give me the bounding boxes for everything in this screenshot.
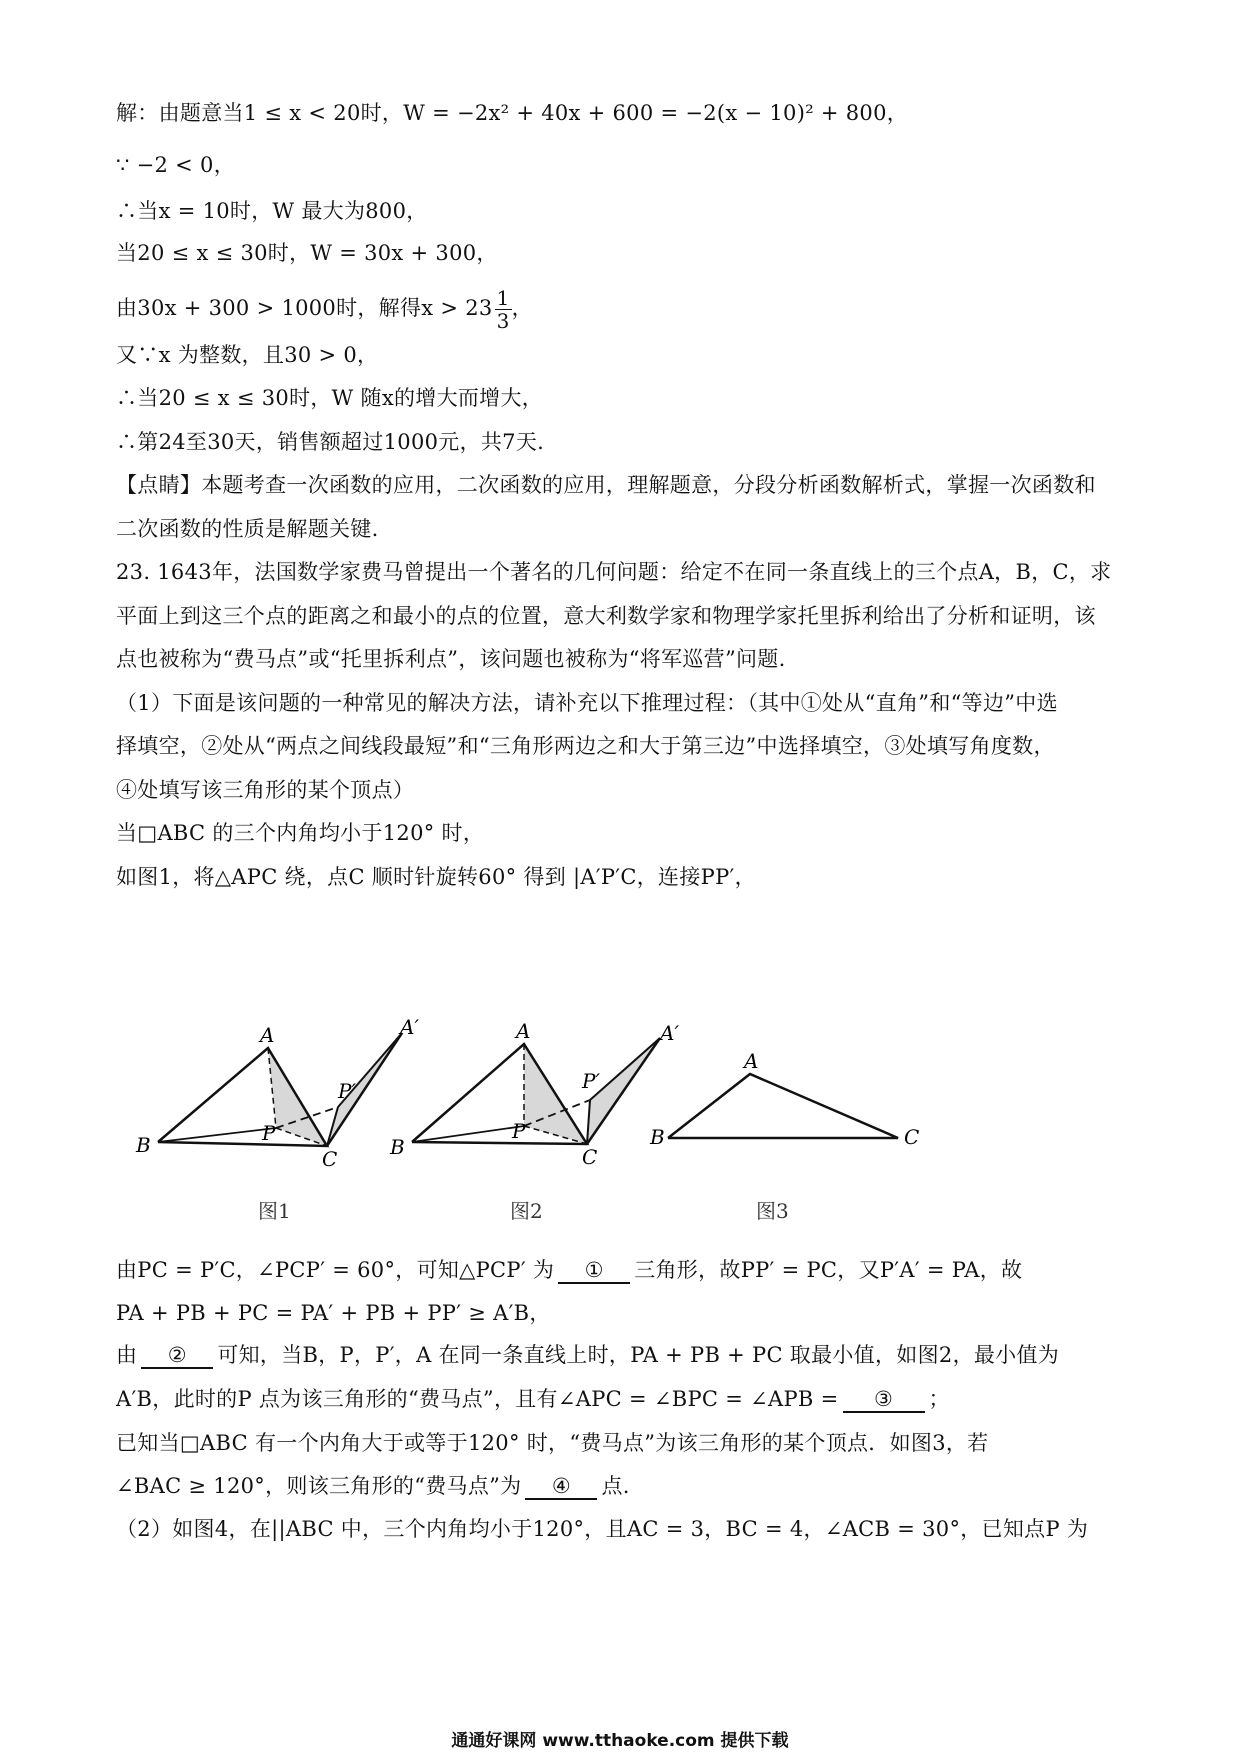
text-line: 如图1，将△APC 绕，点C 顺时针旋转60° 得到 |A′P′C，连接PP′，	[116, 865, 756, 889]
label-b: B	[390, 1135, 405, 1159]
text-segment: 由	[116, 1343, 138, 1367]
text-line: 择填空，②处从“两点之间线段最短”和“三角形两边之和大于第三边”中选择填空，③处填写角度数，	[116, 734, 1055, 758]
label-p: P	[512, 1119, 526, 1143]
answer-blank-4: ④	[525, 1474, 597, 1500]
text-line: 当□ABC 的三个内角均小于120° 时，	[116, 821, 485, 845]
fraction-numerator: 1	[496, 286, 510, 310]
text-segment: 点.	[601, 1474, 630, 1498]
label-a: A	[516, 1019, 531, 1043]
text-line: ∴当20 ≤ x ≤ 30时，W 随x的增大而增大，	[116, 386, 544, 410]
text-line: 已知当□ABC 有一个内角大于或等于120° 时，“费马点”为该三角形的某个顶点．如图3，若	[116, 1431, 989, 1455]
text-line: ④处填写该三角形的某个顶点）	[116, 778, 415, 802]
text-line: （1）下面是该问题的一种常见的解决方法，请补充以下推理过程：（其中①处从“直角”和“等边”中选	[116, 691, 1058, 715]
geometry-figures	[120, 1012, 1120, 1232]
text-line: 【点睛】本题考查一次函数的应用，二次函数的应用，理解题意，分段分析函数解析式，掌握一次函数和	[116, 473, 1096, 497]
text-line: PA + PB + PC = PA′ + PB + PP′ ≥ A′B，	[116, 1301, 551, 1325]
text-line: ∵ −2 < 0，	[116, 153, 235, 177]
text-line: 23. 1643年，法国数学家费马曾提出一个著名的几何问题：给定不在同一条直线上的三个点A，B，C，求	[116, 560, 1112, 584]
label-p-prime: P′	[338, 1079, 356, 1103]
label-c: C	[322, 1147, 338, 1171]
text-line: 二次函数的性质是解题关键.	[116, 517, 379, 541]
fraction-denominator: 3	[496, 309, 510, 333]
text-line: （2）如图4，在||ABC 中，三个内角均小于120°，且AC = 3，BC = 4，∠ACB = 30°，已知点P 为	[116, 1517, 1089, 1541]
label-a-prime: A′	[660, 1021, 679, 1045]
label-a: A	[744, 1049, 759, 1073]
text-line	[116, 1340, 1059, 1370]
text-line: 解：由题意当1 ≤ x < 20时，W = −2x² + 40x + 600 = −2(x − 10)² + 800，	[116, 101, 909, 125]
figure-caption: 图2	[510, 1199, 543, 1223]
footer-source: 通通好课网 www.tthaoke.com 提供下载	[451, 1731, 789, 1751]
text-segment: ∠BAC ≥ 120°，则该三角形的“费马点”为	[116, 1474, 522, 1498]
figure-caption: 图3	[756, 1199, 789, 1223]
text-segment: 由PC = P′C，∠PCP′ = 60°，可知△PCP′ 为	[116, 1258, 555, 1282]
label-b: B	[650, 1125, 665, 1149]
text-line	[116, 1471, 630, 1501]
answer-blank-3: ③	[843, 1387, 925, 1413]
text-line: 平面上到这三个点的距离之和最小的点的位置，意大利数学家和物理学家托里拆利给出了分析和证明，该	[116, 604, 1096, 628]
text-segment: 由30x + 300 > 1000时，解得x > 23	[116, 296, 493, 320]
label-p: P	[262, 1121, 276, 1145]
label-b: B	[136, 1133, 151, 1157]
text-segment: ；	[928, 1387, 950, 1411]
text-line: 点也被称为“费马点”或“托里拆利点”，该问题也被称为“将军巡营”问题.	[116, 647, 786, 671]
figure-caption: 图1	[258, 1199, 291, 1223]
text-segment: 三角形，故PP′ = PC，又P′A′ = PA，故	[634, 1258, 1023, 1282]
text-segment: A′B，此时的P 点为该三角形的“费马点”，且有∠APC = ∠BPC = ∠APB =	[116, 1387, 839, 1411]
fraction-one-third	[495, 287, 512, 332]
label-c: C	[582, 1145, 598, 1169]
figure-2	[389, 1019, 679, 1223]
text-line: ∴第24至30天，销售额超过1000元，共7天.	[116, 430, 545, 454]
label-a-prime: A′	[400, 1015, 419, 1039]
label-a: A	[260, 1023, 275, 1047]
text-segment: ，	[511, 296, 533, 320]
text-line: 当20 ≤ x ≤ 30时，W = 30x + 300，	[116, 241, 498, 265]
triangle-abc	[668, 1074, 898, 1138]
text-line: 又∵x 为整数，且30 > 0，	[116, 343, 379, 367]
text-segment: 可知，当B，P，P′，A 在同一条直线上时，PA + PB + PC 取最小值，如图2，最小值为	[217, 1343, 1060, 1367]
answer-blank-2: ②	[141, 1343, 213, 1369]
text-line: ∴当x = 10时，W 最大为800，	[116, 199, 428, 223]
answer-blank-1: ①	[558, 1258, 630, 1284]
label-p-prime: P′	[582, 1069, 600, 1093]
label-c: C	[904, 1125, 920, 1149]
figure-1	[135, 1015, 419, 1223]
text-line	[116, 1255, 1022, 1285]
segment-bp	[158, 1128, 276, 1142]
figure-3	[649, 1049, 919, 1223]
text-line-with-fraction	[116, 287, 533, 332]
text-line	[116, 1384, 950, 1414]
